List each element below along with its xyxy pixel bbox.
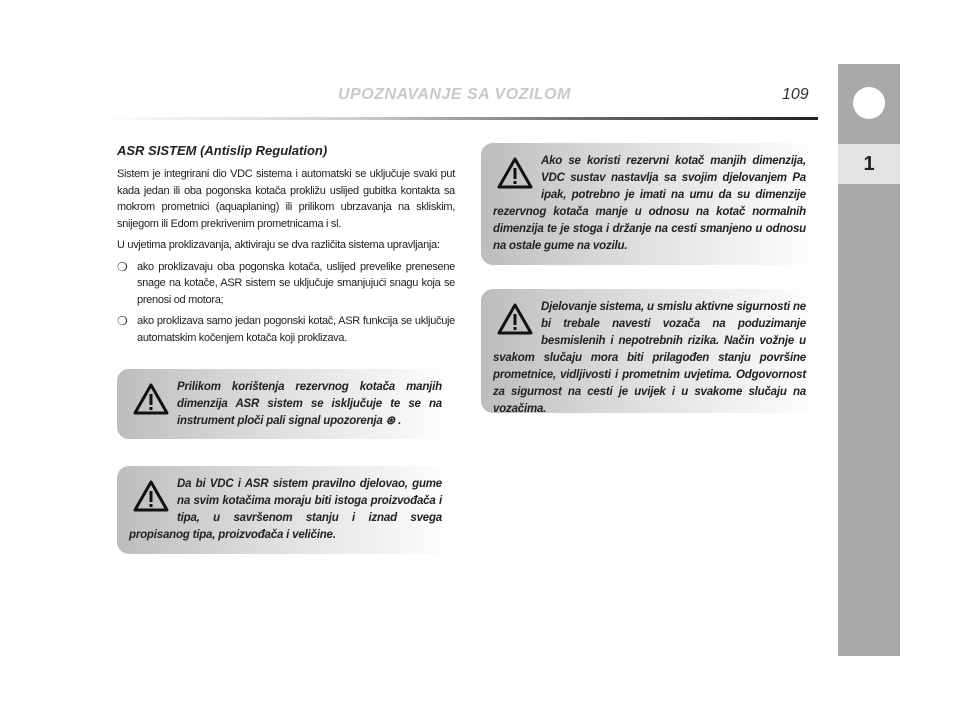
list-item bbox=[117, 313, 455, 346]
conditions-paragraph: U uvjetima proklizavanja, aktiviraju se dva različita sistema upravljanja: bbox=[117, 239, 440, 251]
warning-box-spare-wheel bbox=[117, 369, 454, 439]
warning-triangle-icon bbox=[497, 303, 533, 335]
page-header-title: UPOZNAVANJE SA VOZILOM bbox=[338, 86, 571, 103]
warning-text: Djelovanje sistema, u smislu aktivne sigurnosti ne bi trebale navesti vozača na poduzimanje besmislenih i nepotrebnih rizika. Način vožnje u svakom slučaju mora biti prilagođen stanju površine prometnice, vidljivosti i prometnim uvjetima. Odgovornost za sigurnost na cesti je uvijek i u svakome slučaju na vozačima. bbox=[493, 301, 806, 415]
side-tab-circle bbox=[853, 87, 885, 119]
intro-paragraph: Sistem je integrirani dio VDC sistema i automatski se uključuje svaki put kada jedan ili oba pogonska kotača prokližu uslijed gubitka kontakta sa mokrom prometnici (aquaplaning) ili prilikom ubrzavanja na skliskim, snijegom ili Edom prekrivenim prometnicama i sl. bbox=[117, 168, 455, 230]
circle-bullet-icon: ❍ bbox=[117, 259, 128, 274]
circle-bullet-icon: ❍ bbox=[117, 314, 128, 328]
warning-text: Ako se koristi rezervni kotač manjih dimenzija, VDC sustav nastavlja sa svojim djelovanjem Pa ipak, potrebno je imati na umu da su dimenzije rezervnog kotača manje u odnosu na kotač normalnih dimenzija te je stoga i držanje na cesti smanjeno u odnosu na ostale gume na vozilu. bbox=[493, 155, 806, 252]
warning-box-active-safety bbox=[481, 289, 818, 413]
warning-box-vdc-spare bbox=[481, 143, 818, 265]
header-rule bbox=[100, 117, 818, 120]
warning-triangle-icon bbox=[497, 157, 533, 189]
warning-box-tyres bbox=[117, 466, 454, 554]
warning-text-end: . bbox=[398, 415, 402, 427]
left-column bbox=[117, 143, 455, 351]
section-heading: ASR SISTEM (Antislip Regulation) bbox=[117, 143, 328, 158]
warning-text: Prilikom korištenja rezervnog kotača manjih dimenzija ASR sistem se isključuje te se na instrument ploči pali signal upozorenja bbox=[177, 381, 442, 427]
warning-text: Da bi VDC i ASR sistem pravilno djelovao, gume na svim kotačima moraju biti istoga proizvođača i tipa, u savršenom stanju i iznad svega propisanog tipa, proizvođača i veličine. bbox=[129, 478, 442, 541]
warning-triangle-icon bbox=[133, 383, 169, 415]
asr-signal-icon: ⊛ bbox=[385, 415, 396, 427]
list-item-text: ako proklizavaju oba pogonska kotača, uslijed prevelike prenesene snage na kotače, ASR sistem se uključuje smanjujući snagu koja se prenosi od motora; bbox=[137, 260, 455, 306]
chapter-number-tab: 1 bbox=[838, 144, 900, 184]
warning-triangle-icon bbox=[133, 480, 169, 512]
list-item-text: ako proklizava samo jedan pogonski kotač, ASR funkcija se uključuje automatskim kočenjem kotača koji proklizava. bbox=[137, 315, 455, 344]
page-number: 109 bbox=[782, 86, 809, 103]
list-item bbox=[117, 259, 455, 309]
